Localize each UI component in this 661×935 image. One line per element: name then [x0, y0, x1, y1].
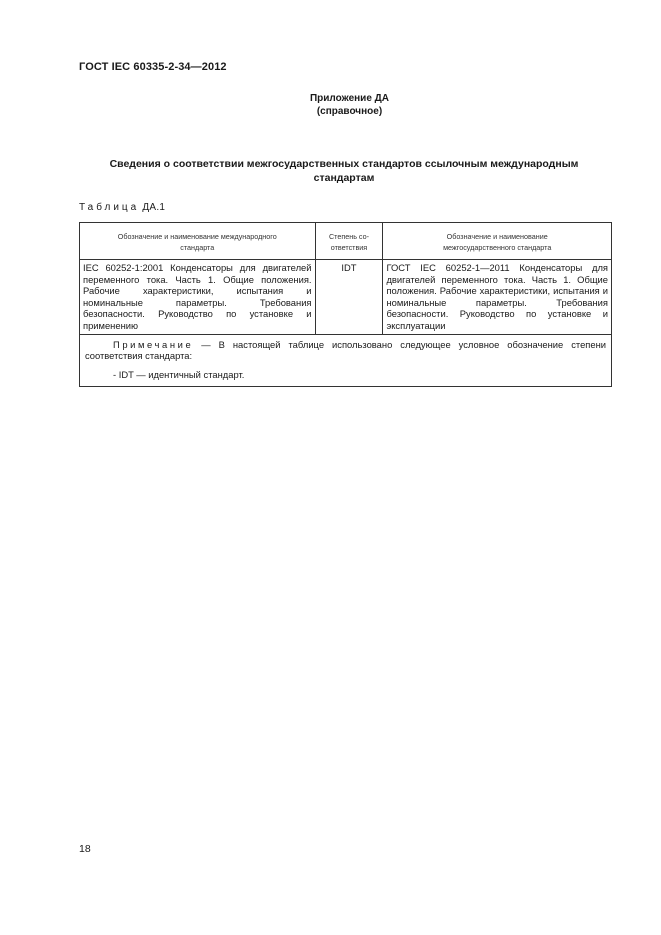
header-degree-line2: ответствия — [330, 242, 368, 252]
appendix-heading — [0, 92, 661, 118]
appendix-subtitle: (справочное) — [316, 106, 383, 117]
note-item: - IDT — идентичный стандарт. — [113, 368, 245, 380]
cell-international-standard: IEC 60252-1:2001 Конденсаторы для двигателей переменного тока. Часть 1. Общие положения. Рабочие характеристики, испытания и номинальные параметры. Требования безопасности. Руководство по установке и применению — [80, 260, 316, 335]
appendix-title: Приложение ДА — [309, 93, 390, 104]
header-intl-line2: стандарта — [180, 242, 215, 252]
standards-table — [79, 222, 612, 387]
table-caption — [79, 202, 165, 213]
header-international-standard — [80, 223, 316, 260]
section-title-line1: Сведения о соответствии межгосударственных стандартов ссылочным международным — [109, 158, 579, 170]
table-caption-number: ДА.1 — [142, 202, 166, 213]
section-title-line2: стандартам — [313, 172, 375, 184]
table-row — [80, 260, 612, 335]
header-interstate-line1: Обозначение и наименование — [446, 231, 548, 241]
section-title — [79, 157, 609, 185]
header-degree — [315, 223, 383, 260]
document-code: ГОСТ IEC 60335-2-34—2012 — [79, 61, 227, 73]
table-caption-word: Таблица — [79, 202, 140, 213]
cell-degree: IDT — [315, 260, 383, 335]
cell-interstate-standard: ГОСТ IEC 60252-1—2011 Конденсаторы для двигателей переменного тока. Часть 1. Общие положения. Рабочие характеристики, испытания и номинальные параметры. Требования безопасности. Руководство по установке и эксплуатации — [383, 260, 612, 335]
page-number: 18 — [79, 843, 91, 855]
table-note — [80, 334, 612, 387]
note-label: Примечание — [113, 338, 194, 350]
header-interstate-standard — [383, 223, 612, 260]
note-body: — В настоящей таблице использовано следующее условное обозначение степени соответствия стандарта: — [85, 338, 606, 362]
note-text — [85, 339, 606, 362]
header-interstate-line2: межгосударственного стандарта — [443, 242, 552, 252]
header-degree-line1: Степень со- — [328, 231, 370, 241]
table-header-row — [80, 223, 612, 260]
header-intl-line1: Обозначение и наименование международного — [117, 231, 277, 241]
table-note-row — [80, 334, 612, 387]
